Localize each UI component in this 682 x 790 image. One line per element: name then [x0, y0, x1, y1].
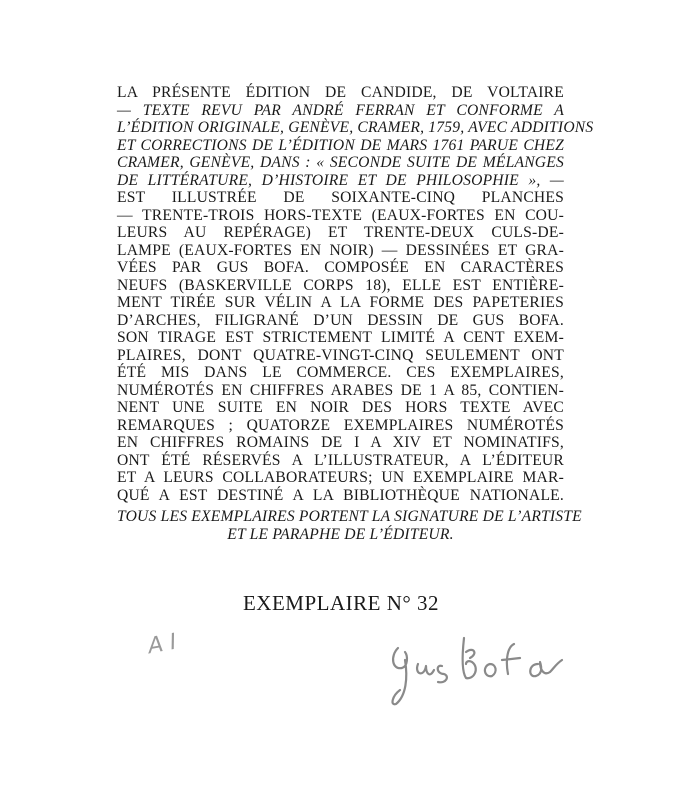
- signature-stroke: [438, 666, 447, 683]
- colophon-line: EST ILLUSTRÉE DE SOIXANTE-CINQ PLANCHES: [117, 189, 564, 206]
- pencil-mark: A I: [146, 629, 179, 660]
- colophon-line: — TEXTE REVU PAR ANDRÉ FERRAN ET CONFORME A: [117, 101, 564, 119]
- colophon-line: LAMPE (EAUX-FORTES EN NOIR) — DESSINÉES ET GRA-: [117, 241, 564, 259]
- signature-stroke: [530, 660, 562, 676]
- colophon-line: VÉES PAR GUS BOFA. COMPOSÉE EN CARACTÈRES: [117, 259, 564, 276]
- signature-stroke: [463, 638, 476, 678]
- colophon-line: MENT TIRÉE SUR VÉLIN A LA FORME DES PAPETERIES: [117, 294, 564, 311]
- colophon-line: EN CHIFFRES ROMAINS DE I A XIV ET NOMINATIFS,: [117, 434, 564, 451]
- signature-stroke: [485, 664, 496, 676]
- colophon-line: QUÉ A EST DESTINÉ A LA BIBLIOTHÈQUE NATIONALE.: [117, 486, 564, 504]
- closing-note: [117, 508, 582, 543]
- colophon-line: ONT ÉTÉ RÉSERVÉS A L’ILLUSTRATEUR, A L’ÉDITEUR: [117, 451, 564, 469]
- signature-stroke: [417, 664, 434, 674]
- signature-stroke: [502, 644, 520, 674]
- closing-line: ET LE PARAPHE DE L’ÉDITEUR.: [227, 525, 454, 543]
- colophon-line: LEURS AU REPÉRAGE) ET TRENTE-DEUX CULS-DE-: [117, 224, 564, 241]
- colophon-line: ET A LEURS COLLABORATEURS; UN EXEMPLAIRE MAR-: [117, 469, 564, 486]
- colophon-line: ET CORRECTIONS DE L’ÉDITION DE MARS 1761 PARUE CHEZ: [117, 136, 564, 154]
- colophon-line: LA PRÉSENTE ÉDITION DE CANDIDE, DE VOLTAIRE: [117, 84, 564, 101]
- colophon-text: [117, 84, 594, 543]
- colophon-line: SON TIRAGE EST STRICTEMENT LIMITÉ A CENT EXEM-: [117, 329, 564, 346]
- artist-signature: [378, 608, 578, 708]
- colophon-line: D’ARCHES, FILIGRANÉ D’UN DESSIN DE GUS BOFA.: [117, 311, 564, 329]
- colophon-line: ÉTÉ MIS DANS LE COMMERCE. CES EXEMPLAIRES,: [117, 364, 564, 381]
- colophon-line: CRAMER, GENÈVE, DANS : « SECONDE SUITE DE MÉLANGES: [117, 154, 564, 171]
- colophon-line: DE LITTÉRATURE, D’HISTOIRE ET DE PHILOSOPHIE », —: [117, 171, 564, 189]
- colophon-line: REMARQUES ; QUATORZE EXEMPLAIRES NUMÉROTÉS: [117, 416, 564, 434]
- colophon-line: L’ÉDITION ORIGINALE, GENÈVE, CRAMER, 1759, AVEC ADDITIONS: [117, 119, 594, 136]
- colophon-line: NENT UNE SUITE EN NOIR DES HORS TEXTE AVEC: [117, 399, 564, 416]
- colophon-line: PLAIRES, DONT QUATRE-VINGT-CINQ SEULEMENT ONT: [117, 346, 564, 364]
- signature-stroke: [393, 648, 407, 704]
- colophon-line: NUMÉROTÉS EN CHIFFRES ARABES DE 1 A 85, CONTIEN-: [117, 381, 564, 399]
- closing-line: TOUS LES EXEMPLAIRES PORTENT LA SIGNATURE DE L’ARTISTE: [117, 508, 582, 525]
- colophon-line: NEUFS (BASKERVILLE CORPS 18), ELLE EST ENTIÈRE-: [117, 276, 564, 294]
- copy-number: EXEMPLAIRE N° 32: [242, 591, 440, 615]
- colophon-line: — TRENTE-TROIS HORS-TEXTE (EAUX-FORTES EN COU-: [117, 206, 564, 224]
